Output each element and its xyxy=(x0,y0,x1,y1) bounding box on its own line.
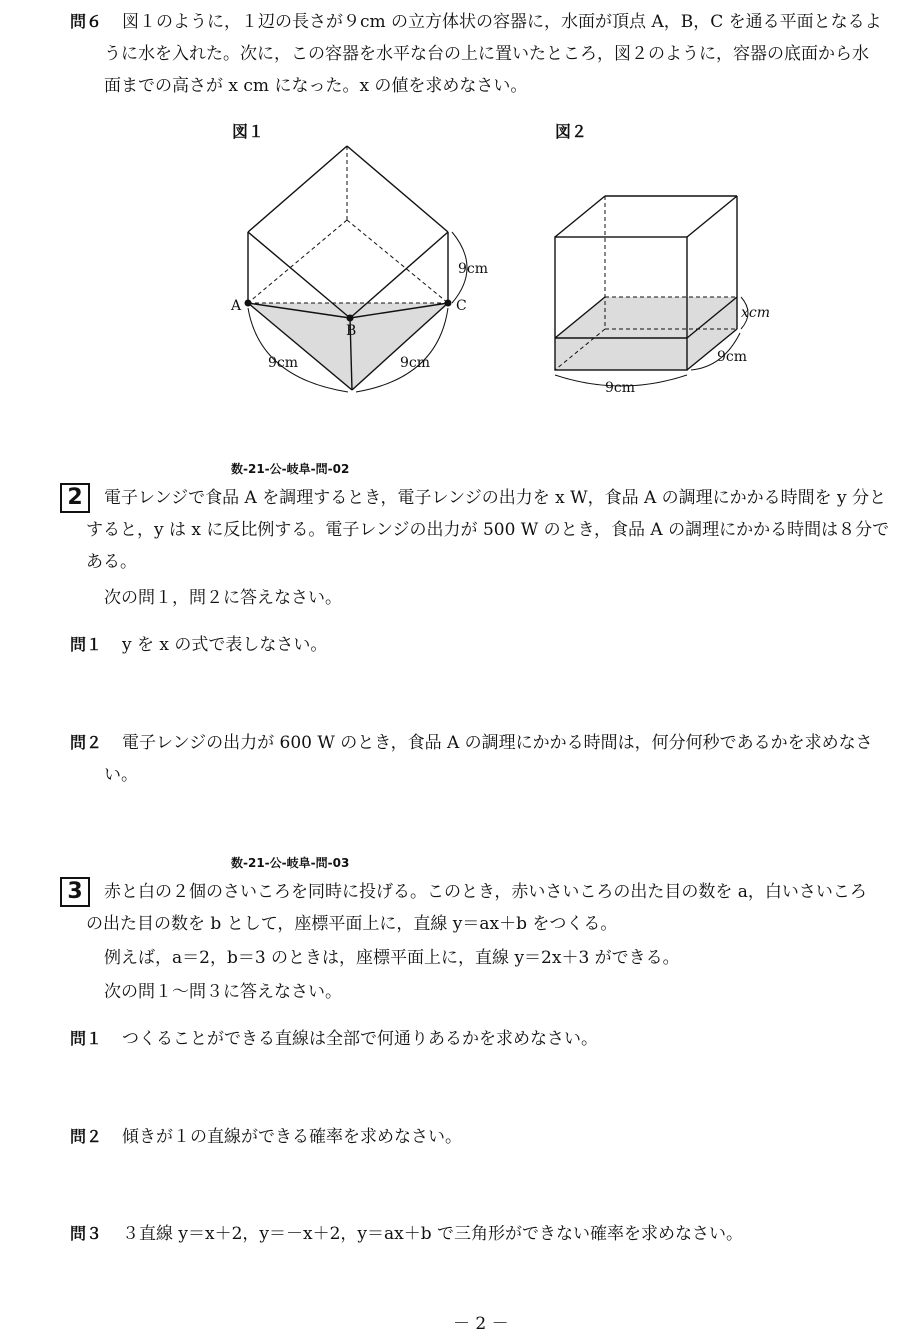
fig1-label-c: C xyxy=(456,298,467,314)
fig1-title: 図１ xyxy=(232,122,265,141)
figure-2-upright-cube xyxy=(545,185,785,400)
section2-line-3: ある。 xyxy=(86,552,137,572)
fig1-label-b: B xyxy=(346,323,357,339)
fig1-dim-right-bottom: 9cm xyxy=(400,355,431,371)
section2-q2-line-2: い。 xyxy=(104,765,138,785)
section2-number-box: 2 xyxy=(60,483,90,513)
fig1-point-c xyxy=(445,300,452,307)
section2-line-1: 電子レンジで食品 A を調理するとき，電子レンジの出力を x W，食品 A の調理にかかる時間を y 分と xyxy=(104,488,887,508)
fig1-point-a xyxy=(245,300,252,307)
fig1-label-a: A xyxy=(231,298,242,314)
section2-q1-tag: 問１ xyxy=(70,635,103,654)
section2-line-2: すると，y は x に反比例する。電子レンジの出力が 500 W のとき，食品 A の調理にかかる時間は８分で xyxy=(86,520,890,540)
section3-line-1: 赤と白の２個のさいころを同時に投げる。このとき，赤いさいころの出た目の数を a，白いさいころ xyxy=(104,882,867,902)
fig1-dim-right: 9cm xyxy=(458,261,489,277)
q6-tag: 問６ xyxy=(70,12,103,31)
fig2-dim-depth: 9cm xyxy=(717,349,748,365)
fig2-dim-height: xcm xyxy=(741,305,771,321)
q6-line-1: 図１のように，１辺の長さが９cm の立方体状の容器に，水面が頂点 A，B，C を通る平面となるよ xyxy=(122,12,882,32)
section3-q3-tag: 問３ xyxy=(70,1224,103,1243)
section2-code: 数-21-公-岐阜-問-02 xyxy=(231,462,350,476)
section3-line-3: 例えば，a＝2，b＝3 のときは，座標平面上に，直線 y＝2x＋3 ができる。 xyxy=(104,948,680,968)
fig1-point-b xyxy=(347,315,354,322)
page-number: － 2 － xyxy=(453,1314,509,1334)
q6-line-3: 面までの高さが x cm になった。x の値を求めなさい。 xyxy=(104,76,528,96)
figure-1-tilted-cube xyxy=(220,140,500,400)
section3-code: 数-21-公-岐阜-問-03 xyxy=(231,856,350,870)
section2-q2-line-1: 電子レンジの出力が 600 W のとき，食品 A の調理にかかる時間は，何分何秒であるかを求めなさ xyxy=(122,733,873,753)
section3-q1-tag: 問１ xyxy=(70,1029,103,1048)
section3-q2-text: 傾きが１の直線ができる確率を求めなさい。 xyxy=(122,1127,462,1147)
fig2-water-front xyxy=(555,338,687,370)
section3-q1-text: つくることができる直線は全部で何通りあるかを求めなさい。 xyxy=(122,1029,598,1049)
section3-q3-text: ３直線 y＝x＋2，y＝－x＋2，y＝ax＋b で三角形ができない確率を求めなさい。 xyxy=(122,1224,744,1244)
section3-q2-tag: 問２ xyxy=(70,1127,103,1146)
fig2-dim-width: 9cm xyxy=(605,380,636,396)
section3-line-4: 次の問１～問３に答えなさい。 xyxy=(104,982,342,1002)
q6-line-2: うに水を入れた。次に，この容器を水平な台の上に置いたところ，図２のように，容器の底面から水 xyxy=(104,44,869,64)
section3-number-box: 3 xyxy=(60,877,90,907)
section2-line-4: 次の問１，問２に答えなさい。 xyxy=(104,588,342,608)
section2-q2-tag: 問２ xyxy=(70,733,103,752)
section3-line-2: の出た目の数を b として，座標平面上に，直線 y＝ax＋b をつくる。 xyxy=(86,914,618,934)
fig1-dim-left-bottom: 9cm xyxy=(268,355,299,371)
q6-block xyxy=(70,14,102,31)
section2-q1-text: y を x の式で表しなさい。 xyxy=(122,635,328,655)
fig2-title: 図２ xyxy=(555,122,588,141)
